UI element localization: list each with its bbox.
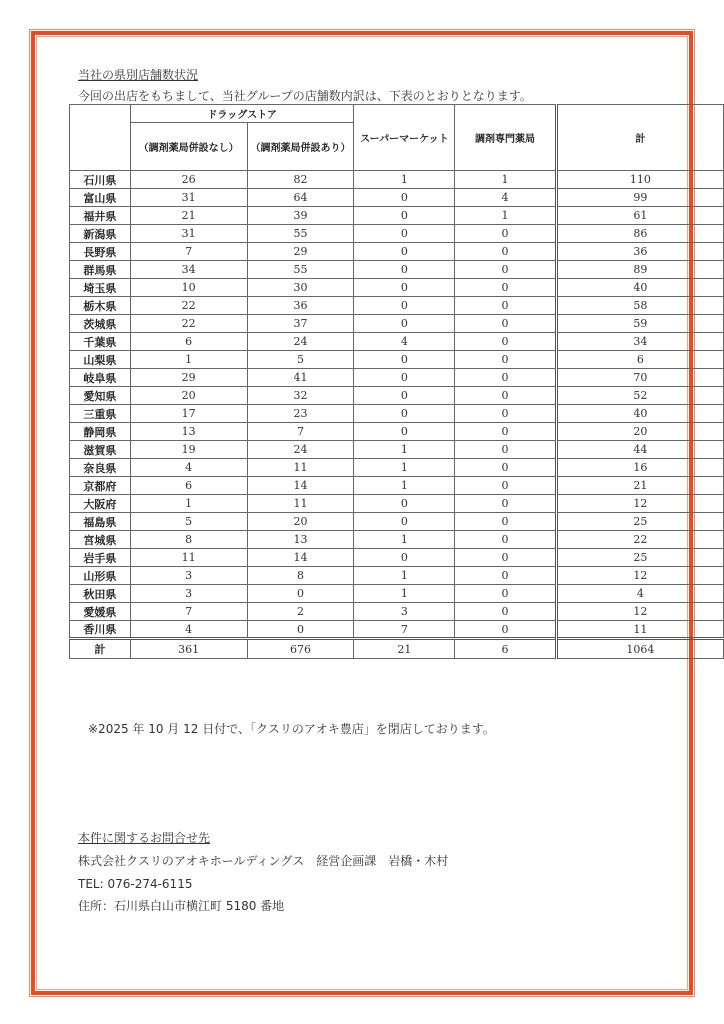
drugstore-no-pharmacy-cell: 22 [130, 315, 247, 333]
supermarket-cell: 0 [354, 297, 455, 315]
drugstore-no-pharmacy-cell: 3 [130, 585, 247, 603]
table-row [70, 297, 724, 315]
pharmacy-cell: 0 [455, 477, 556, 495]
pharmacy-cell: 0 [455, 243, 556, 261]
prefecture-cell: 滋賀県 [70, 441, 131, 459]
prefecture-cell: 奈良県 [70, 459, 131, 477]
total-cell: 22 [556, 531, 723, 549]
supermarket-cell: 3 [354, 603, 455, 621]
drugstore-no-pharmacy-cell: 11 [130, 549, 247, 567]
pharmacy-cell: 0 [455, 333, 556, 351]
pharmacy-cell: 0 [455, 603, 556, 621]
prefecture-cell: 栃木県 [70, 297, 131, 315]
drugstore-with-pharmacy-cell: 55 [247, 261, 354, 279]
pharmacy-cell: 0 [455, 549, 556, 567]
supermarket-cell: 0 [354, 351, 455, 369]
prefecture-cell: 長野県 [70, 243, 131, 261]
section-heading: 当社の県別店舗数状況 [78, 68, 199, 82]
table-row [70, 207, 724, 225]
total-cell: 16 [556, 459, 723, 477]
drugstore-with-pharmacy-cell: 20 [247, 513, 354, 531]
pharmacy-cell: 0 [455, 225, 556, 243]
total-drugstore-with-pharmacy-cell: 676 [247, 639, 354, 659]
prefecture-cell: 秋田県 [70, 585, 131, 603]
supermarket-cell: 1 [354, 567, 455, 585]
drugstore-with-pharmacy-cell: 29 [247, 243, 354, 261]
supermarket-cell: 1 [354, 585, 455, 603]
closure-note: ※2025 年 10 月 12 日付で、「クスリのアオキ豊店」を閉店しております。 [88, 722, 495, 736]
table-row [70, 459, 724, 477]
drugstore-no-pharmacy-cell: 3 [130, 567, 247, 585]
total-cell: 99 [556, 189, 723, 207]
supermarket-cell: 0 [354, 315, 455, 333]
pharmacy-cell: 0 [455, 279, 556, 297]
drugstore-no-pharmacy-cell: 4 [130, 459, 247, 477]
pharmacy-cell: 0 [455, 621, 556, 639]
total-cell: 20 [556, 423, 723, 441]
supermarket-cell: 0 [354, 225, 455, 243]
pharmacy-cell: 0 [455, 315, 556, 333]
supermarket-cell: 0 [354, 405, 455, 423]
prefecture-cell: 茨城県 [70, 315, 131, 333]
total-cell: 70 [556, 369, 723, 387]
pharmacy-cell: 0 [455, 495, 556, 513]
drugstore-with-pharmacy-cell: 5 [247, 351, 354, 369]
table-row [70, 243, 724, 261]
drugstore-no-pharmacy-cell: 31 [130, 189, 247, 207]
prefecture-cell: 千葉県 [70, 333, 131, 351]
prefecture-cell: 岩手県 [70, 549, 131, 567]
table-row [70, 225, 724, 243]
drugstore-no-pharmacy-cell: 10 [130, 279, 247, 297]
table-row [70, 261, 724, 279]
header-drugstore-group: ドラッグストア [130, 105, 354, 123]
drugstore-with-pharmacy-cell: 55 [247, 225, 354, 243]
drugstore-no-pharmacy-cell: 20 [130, 387, 247, 405]
drugstore-with-pharmacy-cell: 39 [247, 207, 354, 225]
contact-address: 住所：石川県白山市横江町 5180 番地 [78, 899, 285, 913]
pharmacy-cell: 0 [455, 423, 556, 441]
prefecture-cell: 岐阜県 [70, 369, 131, 387]
total-cell: 40 [556, 279, 723, 297]
pharmacy-cell: 0 [455, 405, 556, 423]
drugstore-with-pharmacy-cell: 36 [247, 297, 354, 315]
prefecture-cell: 静岡県 [70, 423, 131, 441]
total-cell: 58 [556, 297, 723, 315]
header-prefecture [70, 105, 131, 171]
total-cell: 21 [556, 477, 723, 495]
drugstore-with-pharmacy-cell: 14 [247, 477, 354, 495]
supermarket-cell: 1 [354, 441, 455, 459]
pharmacy-cell: 0 [455, 585, 556, 603]
supermarket-cell: 0 [354, 207, 455, 225]
total-cell: 52 [556, 387, 723, 405]
supermarket-cell: 0 [354, 369, 455, 387]
prefecture-cell: 愛知県 [70, 387, 131, 405]
total-pharmacy-cell: 6 [455, 639, 556, 659]
prefecture-cell: 香川県 [70, 621, 131, 639]
prefecture-cell: 新潟県 [70, 225, 131, 243]
table-row [70, 189, 724, 207]
table-row [70, 369, 724, 387]
pharmacy-cell: 0 [455, 387, 556, 405]
drugstore-no-pharmacy-cell: 1 [130, 351, 247, 369]
pharmacy-cell: 0 [455, 441, 556, 459]
table-row [70, 567, 724, 585]
total-cell: 86 [556, 225, 723, 243]
supermarket-cell: 0 [354, 261, 455, 279]
total-cell: 12 [556, 603, 723, 621]
pharmacy-cell: 1 [455, 207, 556, 225]
drugstore-no-pharmacy-cell: 4 [130, 621, 247, 639]
total-row [70, 639, 724, 659]
table-row [70, 513, 724, 531]
pharmacy-cell: 1 [455, 171, 556, 189]
table-row [70, 405, 724, 423]
drugstore-no-pharmacy-cell: 7 [130, 243, 247, 261]
drugstore-no-pharmacy-cell: 5 [130, 513, 247, 531]
contact-title: 本件に関するお問合せ先 [78, 831, 211, 845]
total-cell: 25 [556, 549, 723, 567]
table-row [70, 351, 724, 369]
drugstore-with-pharmacy-cell: 82 [247, 171, 354, 189]
prefecture-cell: 福井県 [70, 207, 131, 225]
pharmacy-cell: 0 [455, 261, 556, 279]
supermarket-cell: 0 [354, 549, 455, 567]
drugstore-with-pharmacy-cell: 64 [247, 189, 354, 207]
supermarket-cell: 1 [354, 477, 455, 495]
drugstore-no-pharmacy-cell: 13 [130, 423, 247, 441]
table-row [70, 549, 724, 567]
drugstore-no-pharmacy-cell: 1 [130, 495, 247, 513]
drugstore-with-pharmacy-cell: 37 [247, 315, 354, 333]
drugstore-no-pharmacy-cell: 6 [130, 333, 247, 351]
drugstore-with-pharmacy-cell: 0 [247, 621, 354, 639]
prefecture-cell: 福島県 [70, 513, 131, 531]
supermarket-cell: 0 [354, 423, 455, 441]
drugstore-no-pharmacy-cell: 19 [130, 441, 247, 459]
drugstore-with-pharmacy-cell: 41 [247, 369, 354, 387]
total-cell: 89 [556, 261, 723, 279]
prefecture-cell: 三重県 [70, 405, 131, 423]
supermarket-cell: 0 [354, 279, 455, 297]
supermarket-cell: 0 [354, 243, 455, 261]
prefecture-cell: 大阪府 [70, 495, 131, 513]
header-supermarket: スーパーマーケット [354, 105, 455, 171]
table-row [70, 315, 724, 333]
prefecture-cell: 石川県 [70, 171, 131, 189]
table-row [70, 621, 724, 639]
total-drugstore-no-pharmacy-cell: 361 [130, 639, 247, 659]
table-row [70, 495, 724, 513]
table-row [70, 387, 724, 405]
drugstore-no-pharmacy-cell: 17 [130, 405, 247, 423]
drugstore-with-pharmacy-cell: 7 [247, 423, 354, 441]
contact-tel: TEL: 076-274-6115 [78, 877, 193, 891]
total-total-cell: 1064 [556, 639, 723, 659]
pharmacy-cell: 0 [455, 513, 556, 531]
total-cell: 12 [556, 495, 723, 513]
prefecture-cell: 京都府 [70, 477, 131, 495]
drugstore-with-pharmacy-cell: 30 [247, 279, 354, 297]
header-pharmacy: 調剤専門薬局 [455, 105, 556, 171]
table-row [70, 603, 724, 621]
pharmacy-cell: 4 [455, 189, 556, 207]
supermarket-cell: 0 [354, 495, 455, 513]
supermarket-cell: 1 [354, 531, 455, 549]
table-row [70, 585, 724, 603]
total-cell: 44 [556, 441, 723, 459]
pharmacy-cell: 0 [455, 297, 556, 315]
total-cell: 61 [556, 207, 723, 225]
total-label: 計 [70, 639, 131, 659]
total-cell: 12 [556, 567, 723, 585]
drugstore-with-pharmacy-cell: 14 [247, 549, 354, 567]
supermarket-cell: 0 [354, 513, 455, 531]
table-row [70, 441, 724, 459]
pharmacy-cell: 0 [455, 369, 556, 387]
total-cell: 40 [556, 405, 723, 423]
contact-company: 株式会社クスリのアオキホールディングス 経営企画課 岩橋・木村 [78, 854, 449, 868]
prefecture-cell: 山梨県 [70, 351, 131, 369]
store-count-table [69, 104, 724, 659]
supermarket-cell: 4 [354, 333, 455, 351]
total-cell: 59 [556, 315, 723, 333]
drugstore-no-pharmacy-cell: 21 [130, 207, 247, 225]
prefecture-cell: 富山県 [70, 189, 131, 207]
supermarket-cell: 1 [354, 459, 455, 477]
supermarket-cell: 7 [354, 621, 455, 639]
pharmacy-cell: 0 [455, 567, 556, 585]
prefecture-cell: 山形県 [70, 567, 131, 585]
header-total: 計 [556, 105, 723, 171]
header-drugstore-with-pharmacy: （調剤薬局併設あり） [247, 123, 354, 171]
drugstore-with-pharmacy-cell: 11 [247, 495, 354, 513]
drugstore-with-pharmacy-cell: 24 [247, 333, 354, 351]
drugstore-with-pharmacy-cell: 2 [247, 603, 354, 621]
drugstore-no-pharmacy-cell: 22 [130, 297, 247, 315]
drugstore-no-pharmacy-cell: 8 [130, 531, 247, 549]
drugstore-no-pharmacy-cell: 34 [130, 261, 247, 279]
total-cell: 25 [556, 513, 723, 531]
header-drugstore-no-pharmacy: （調剤薬局併設なし） [130, 123, 247, 171]
intro-text: 今回の出店をもちまして、当社グループの店舗数内訳は、下表のとおりとなります。 [78, 89, 532, 103]
table-row [70, 333, 724, 351]
drugstore-with-pharmacy-cell: 11 [247, 459, 354, 477]
total-cell: 110 [556, 171, 723, 189]
prefecture-cell: 埼玉県 [70, 279, 131, 297]
drugstore-with-pharmacy-cell: 32 [247, 387, 354, 405]
total-cell: 34 [556, 333, 723, 351]
table-row [70, 171, 724, 189]
supermarket-cell: 0 [354, 387, 455, 405]
supermarket-cell: 1 [354, 171, 455, 189]
drugstore-no-pharmacy-cell: 7 [130, 603, 247, 621]
table-row [70, 279, 724, 297]
drugstore-with-pharmacy-cell: 23 [247, 405, 354, 423]
prefecture-cell: 愛媛県 [70, 603, 131, 621]
drugstore-no-pharmacy-cell: 6 [130, 477, 247, 495]
drugstore-with-pharmacy-cell: 0 [247, 585, 354, 603]
total-supermarket-cell: 21 [354, 639, 455, 659]
drugstore-with-pharmacy-cell: 8 [247, 567, 354, 585]
drugstore-with-pharmacy-cell: 24 [247, 441, 354, 459]
drugstore-with-pharmacy-cell: 13 [247, 531, 354, 549]
table-row [70, 423, 724, 441]
prefecture-cell: 群馬県 [70, 261, 131, 279]
table-row [70, 531, 724, 549]
drugstore-no-pharmacy-cell: 29 [130, 369, 247, 387]
supermarket-cell: 0 [354, 189, 455, 207]
drugstore-no-pharmacy-cell: 31 [130, 225, 247, 243]
pharmacy-cell: 0 [455, 459, 556, 477]
total-cell: 6 [556, 351, 723, 369]
drugstore-no-pharmacy-cell: 26 [130, 171, 247, 189]
pharmacy-cell: 0 [455, 351, 556, 369]
total-cell: 11 [556, 621, 723, 639]
total-cell: 36 [556, 243, 723, 261]
table-row [70, 477, 724, 495]
pharmacy-cell: 0 [455, 531, 556, 549]
prefecture-cell: 宮城県 [70, 531, 131, 549]
total-cell: 4 [556, 585, 723, 603]
